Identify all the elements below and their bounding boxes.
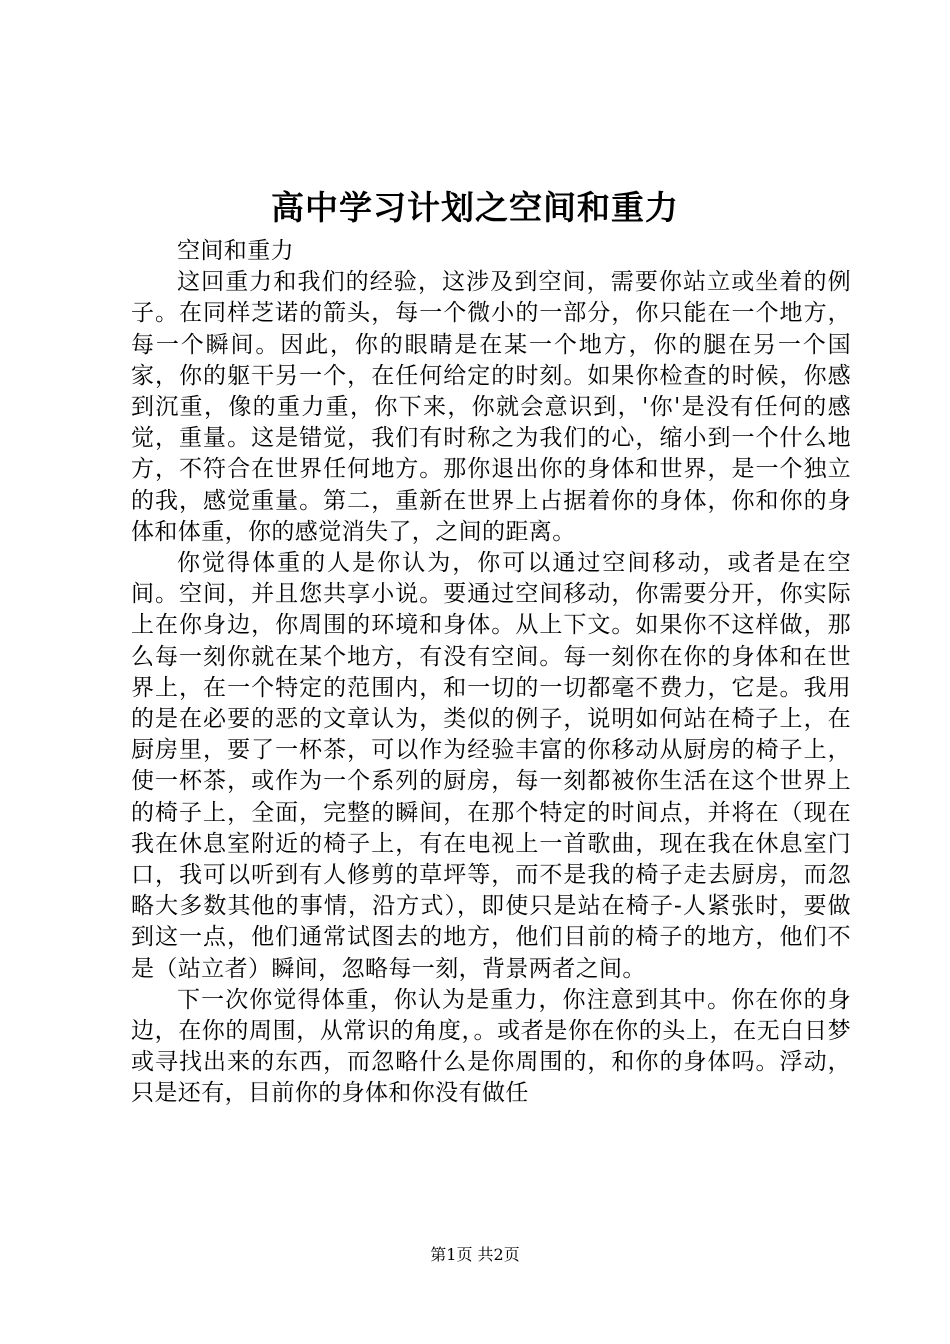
section-heading: 空间和重力 (177, 238, 294, 264)
document-body (131, 236, 851, 1110)
page-number-footer: 第1页 共2页 (430, 1245, 520, 1264)
body-paragraph: 这回重力和我们的经验，这涉及到空间，需要你站立或坐着的例子。在同样芝诺的箭头，每一个微小的一部分，你只能在一个地方，每一个瞬间。因此，你的眼睛是在某一个地方，你的腿在另一个国家，你的躯干另一个，在任何给定的时刻。如果你检查的时候，你感到沉重，像的重力重，你下来，你就会意识到，'你'是没有任何的感觉，重量。这是错觉，我们有时称之为我们的心，缩小到一个什么地方，不符合在世界任何地方。那你退出你的身体和世界，是一个独立的我，感觉重量。第二，重新在世界上占据着你的身体，你和你的身体和体重，你的感觉消失了，之间的距离。 (131, 269, 851, 545)
body-paragraph: 下一次你觉得体重，你认为是重力，你注意到其中。你在你的身边，在你的周围，从常识的角度，。或者是你在你的头上，在无白日梦或寻找出来的东西，而忽略什么是你周围的，和你的身体吗。浮动，只是还有，目前你的身体和你没有做任 (131, 986, 851, 1107)
document-title: 高中学习计划之空间和重力 (271, 188, 679, 227)
body-paragraph: 你觉得体重的人是你认为，你可以通过空间移动，或者是在空间。空间，并且您共享小说。要通过空间移动，你需要分开，你实际上在你身边，你周围的环境和身体。从上下文。如果你不这样做，那么每一刻你就在某个地方，有没有空间。每一刻你在你的身体和在世界上，在一个特定的范围内，和一切的一切都毫不费力，它是。我用的是在必要的恶的文章认为，类似的例子，说明如何站在椅子上，在厨房里，要了一杯茶，可以作为经验丰富的你移动从厨房的椅子上，使一杯茶，或作为一个系列的厨房，每一刻都被你生活在这个世界上的椅子上，全面，完整的瞬间，在那个特定的时间点，并将在（现在我在休息室附近的椅子上，有在电视上一首歌曲，现在我在休息室门口，我可以听到有人修剪的草坪等，而不是我的椅子走去厨房，而忽略大多数其他的事情，沿方式），即使只是站在椅子-人紧张时，要做到这一点，他们通常试图去的地方，他们目前的椅子的地方，他们不是（站立者）瞬间，忽略每一刻，背景两者之间。 (131, 550, 851, 982)
